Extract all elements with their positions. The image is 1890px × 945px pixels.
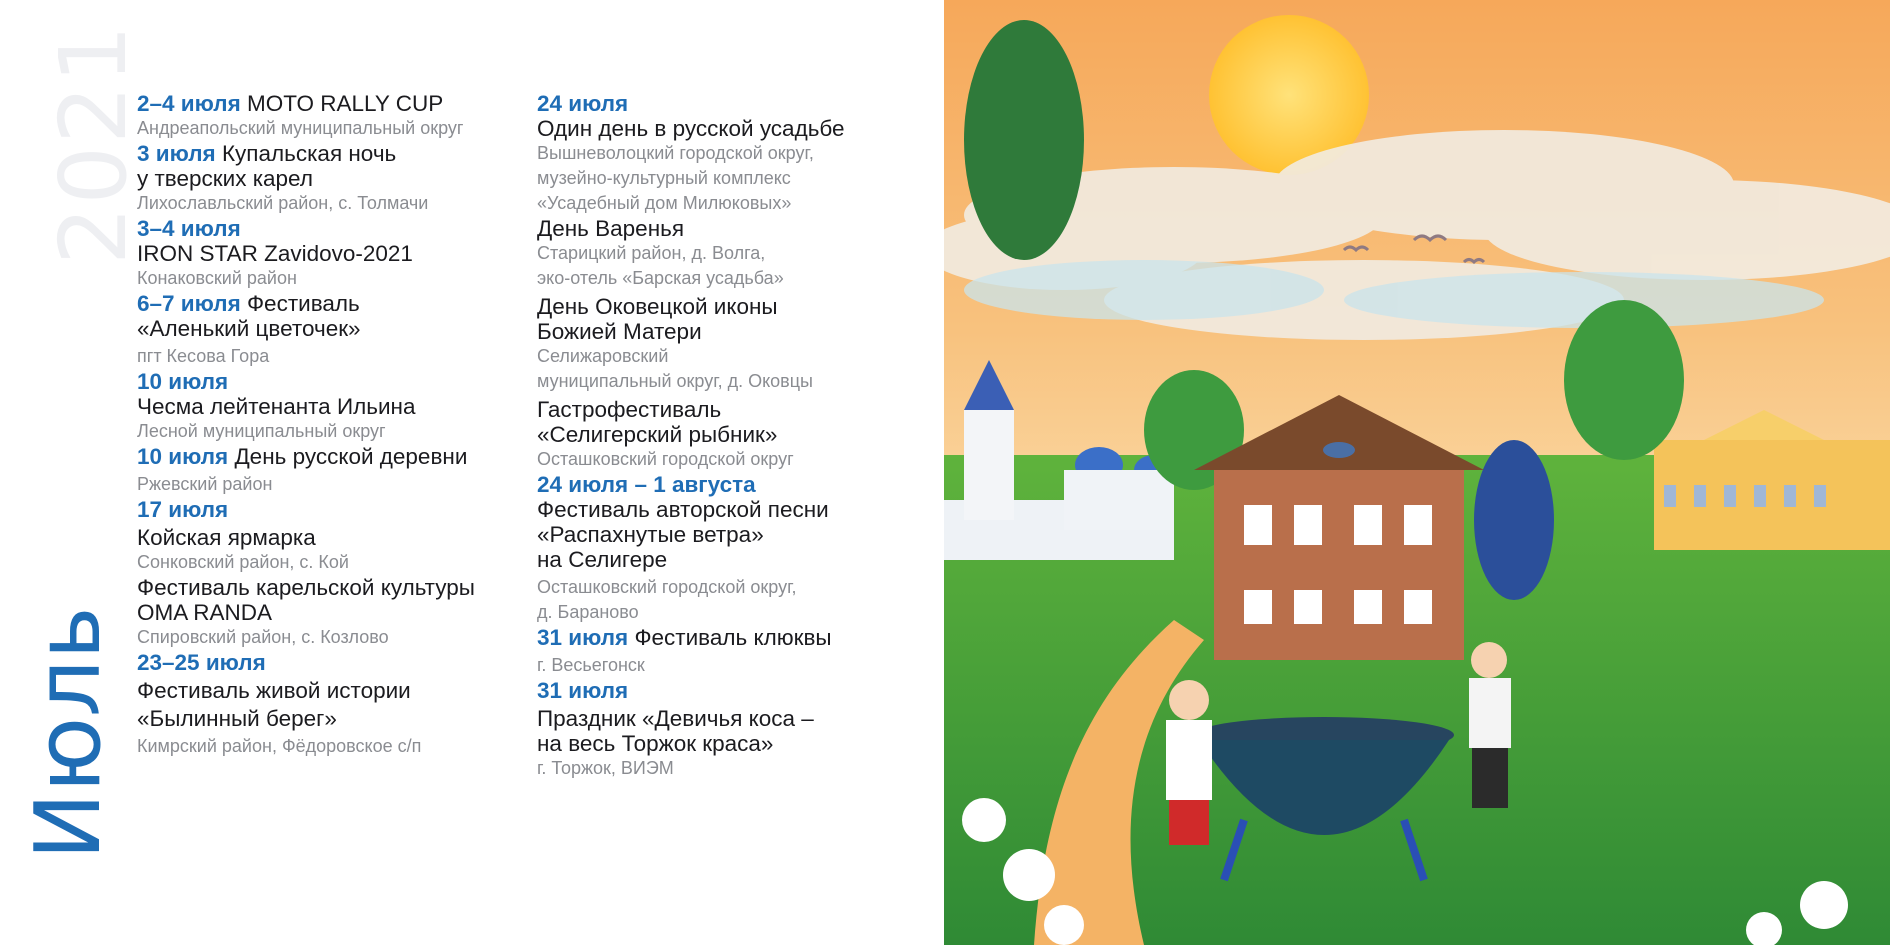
event-title: MOTO RALLY CUP <box>240 91 444 116</box>
illustration-image <box>944 0 1890 945</box>
event-date: 10 июля <box>137 444 229 469</box>
event-item <box>137 575 537 650</box>
event-title: Фестиваль клюквы <box>628 625 832 650</box>
event-title-line: на весь Торжок краса» <box>537 731 774 756</box>
event-item <box>537 216 927 291</box>
event-date: 10 июля <box>137 369 229 394</box>
event-date: 23–25 июля <box>137 650 266 675</box>
event-date: 3–4 июля <box>137 216 241 241</box>
event-date: 3 июля <box>137 141 216 166</box>
event-date: 31 июля <box>537 678 629 703</box>
event-location: Конаковский район <box>137 268 297 288</box>
event-location-line: муниципальный округ, д. Оковцы <box>537 371 813 391</box>
event-item <box>137 369 537 444</box>
event-title-line: Праздник «Девичья коса – <box>537 706 814 731</box>
event-location: Осташковский городской округ <box>537 449 794 469</box>
event-location: Андреапольский муниципальный округ <box>137 118 464 138</box>
event-date: 31 июля <box>537 625 629 650</box>
program-page <box>0 0 944 945</box>
event-location: Старицкий район, д. Волга, <box>537 243 766 263</box>
event-item <box>137 141 537 216</box>
event-location: г. Весьегонск <box>537 655 645 675</box>
event-title-line: «Аленький цветочек» <box>137 316 361 341</box>
events-column-left <box>137 91 537 759</box>
event-item <box>537 91 927 216</box>
man-figure <box>1469 642 1511 808</box>
event-item <box>537 625 927 678</box>
event-date: 17 июля <box>137 497 229 522</box>
event-item <box>137 291 537 369</box>
event-item <box>537 397 927 472</box>
events-column-right <box>537 91 927 781</box>
event-date: 6–7 июля <box>137 291 241 316</box>
village-illustration <box>944 0 1890 945</box>
event-title-line: Божией Матери <box>537 319 702 344</box>
year-label: 2021 <box>40 22 147 265</box>
event-title: Фестиваль <box>240 291 360 316</box>
event-title-line: Один день в русской усадьбе <box>537 116 845 141</box>
event-title-line: Фестиваль живой истории <box>137 678 411 703</box>
event-title: День русской деревни <box>228 444 468 469</box>
event-title-line: OMA RANDA <box>137 600 273 625</box>
event-item <box>537 678 927 781</box>
event-item <box>137 497 537 575</box>
event-location-line: «Усадебный дом Милюковых» <box>537 193 792 213</box>
event-location: пгт Кесова Гора <box>137 346 270 366</box>
event-title-line: День Оковецкой иконы <box>537 294 778 319</box>
event-item <box>137 216 537 291</box>
event-location: Кимрский район, Фёдоровское с/п <box>137 736 422 756</box>
boy-figure <box>1166 680 1212 845</box>
event-date: 24 июля – 1 августа <box>537 472 756 497</box>
event-title-line: День Варенья <box>537 216 685 241</box>
event-item <box>137 91 537 141</box>
event-location-line: эко-отель «Барская усадьба» <box>537 268 784 288</box>
event-date: 24 июля <box>537 91 629 116</box>
event-item <box>537 294 927 394</box>
event-title-line: «Селигерский рыбник» <box>537 422 778 447</box>
event-title-line: Койская ярмарка <box>137 525 316 550</box>
event-location: Вышневолоцкий городской округ, <box>537 143 814 163</box>
event-title: Купальская ночь <box>215 141 397 166</box>
event-date: 2–4 июля <box>137 91 241 116</box>
month-label: Июль <box>16 606 121 860</box>
event-location: Ржевский район <box>137 474 273 494</box>
event-title-line: IRON STAR Zavidovo-2021 <box>137 241 413 266</box>
event-item <box>137 444 537 497</box>
event-location: Селижаровский <box>537 346 669 366</box>
event-title-line: Гастрофестиваль <box>537 397 722 422</box>
event-location-line: д. Бараново <box>537 602 639 622</box>
event-title-line: у тверских карел <box>137 166 313 191</box>
event-location-line: музейно-культурный комплекс <box>537 168 791 188</box>
event-title-line: Фестиваль авторской песни <box>537 497 829 522</box>
event-title-line: «Былинный берег» <box>137 706 337 731</box>
event-location: г. Торжок, ВИЭМ <box>537 758 674 778</box>
event-location: Осташковский городской округ, <box>537 577 797 597</box>
event-location: Спировский район, с. Козлово <box>137 627 389 647</box>
event-title-line: Чесма лейтенанта Ильина <box>137 394 416 419</box>
event-item <box>137 650 537 759</box>
event-location: Лихославльский район, с. Толмачи <box>137 193 429 213</box>
event-title-line: на Селигере <box>537 547 668 572</box>
event-location: Сонковский район, с. Кой <box>137 552 349 572</box>
event-location: Лесной муниципальный округ <box>137 421 386 441</box>
event-title-line: «Распахнутые ветра» <box>537 522 764 547</box>
event-item <box>537 472 927 625</box>
event-title-line: Фестиваль карельской культуры <box>137 575 475 600</box>
